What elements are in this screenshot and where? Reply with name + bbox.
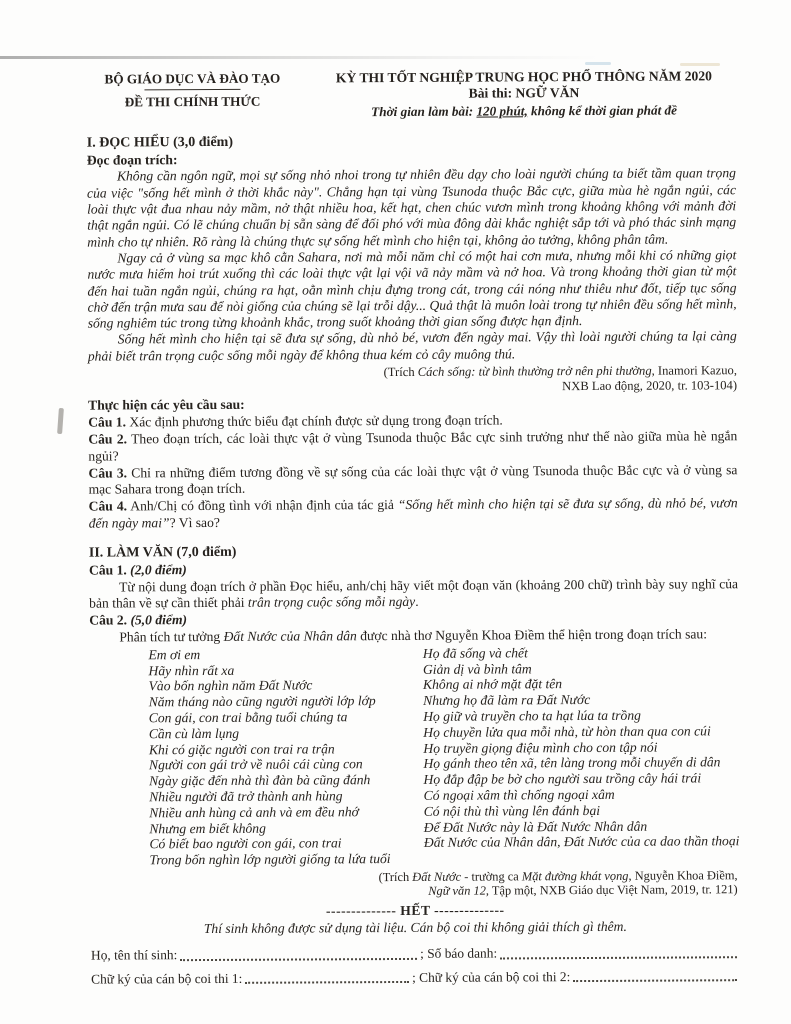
passage-label: Đọc đoạn trích: — [86, 152, 178, 168]
task-label: Thực hiện các yêu cầu sau: — [88, 396, 245, 413]
citation-epic-title: Mặt đường khát vọng — [521, 868, 629, 884]
issuer-name: BỘ GIÁO DỤC VÀ ĐÀO TẠO — [104, 70, 281, 87]
exam-duration — [313, 102, 736, 121]
poem-excerpt — [89, 644, 739, 869]
exam-header — [86, 68, 735, 121]
question-2-text: Theo đoạn trích, các loài thực vật ở vùng Tsunoda thuộc Bắc cực sinh trưởng như thế nào giữa mùa hè ngắn ngủi? — [88, 428, 738, 464]
poem-line: Họ truyền giọng điệu mình cho con tập nói — [423, 739, 658, 756]
citation-prefix: (Trích — [383, 364, 418, 380]
exam-title-block — [298, 68, 735, 120]
citation-publisher: , Tập một, NXB Giáo dục Việt Nam, 2019, tr. 121) — [485, 882, 738, 898]
citation-textbook: Ngữ văn 12 — [428, 883, 486, 899]
citation-poem-title: Đất Nước — [412, 869, 462, 884]
poem-line: Họ đắp đập be bờ cho người sau trồng cây hái trái — [423, 770, 702, 788]
question-2 — [88, 428, 737, 464]
writing-q1-points: (2,0 điểm) — [130, 562, 187, 578]
poem-line: Họ đã sống và chết — [422, 645, 528, 661]
question-4-quote: “Sống hết mình cho hiện tại sẽ đưa sự sống, dù nhỏ bé, vươn đến ngày mai” — [88, 495, 738, 531]
poem-line: Nhiều người đã trở thành anh hùng — [149, 788, 343, 805]
passage-paragraph: Sống hết mình cho hiện tại sẽ đưa sự sống, dù nhỏ bé, vươn đến ngày mai. Vậy thì loài người chúng ta lại càng phải biết trân trọng cuộc sống mỗi ngày để không thua kém cỏ cây muông thú. — [87, 328, 737, 364]
duration-value: 120 phút, — [476, 102, 528, 119]
proctor2-line — [573, 978, 737, 982]
citation-author: , Inamori Kazuo, — [651, 363, 737, 378]
proctor-signature-row — [91, 968, 740, 988]
writing-q1-text: Từ nội dung đoạn trích ở phần Đọc hiểu, anh/chị hãy viết một đoạn văn (khoảng 200 chữ) trình bày suy nghĩ của bản thân về sự cần thiết phải — [89, 575, 739, 611]
citation-mid: - trường ca — [461, 869, 522, 884]
poem-line: Để Đất Nước này là Đất Nước Nhân dân — [423, 818, 648, 835]
end-marker: -------------- HẾT -------------- — [325, 902, 505, 919]
poem-line: Trong bốn nghìn lớp người giống ta lứa tuổi — [149, 851, 391, 868]
question-3-label: Câu 3. — [88, 465, 128, 481]
question-4 — [89, 496, 738, 532]
poem-line: Nhưng họ đã làm ra Đất Nước — [423, 692, 591, 709]
candidate-number-label: ; Số báo danh: — [420, 945, 498, 962]
poem-line: Cần cù làm lụng — [148, 725, 240, 742]
end-note: Thí sinh không được sử dụng tài liệu. Cán bộ coi thi không giải thích gì thêm. — [203, 918, 627, 937]
candidate-name-line — [180, 957, 417, 961]
poem-line: Ngày giặc đến nhà thì đàn bà cũng đánh — [149, 772, 371, 789]
writing-q2-intro — [89, 626, 738, 646]
citation-book-title: Cách sống: từ bình thường trở nên phi thường — [417, 363, 652, 379]
writing-q1-label: Câu 1. — [88, 562, 131, 578]
poem-line: Có biết bao người con gái, con trai — [149, 835, 342, 852]
candidate-fields — [91, 945, 740, 988]
question-1 — [88, 411, 737, 431]
question-3-text: Chỉ ra những điểm tương đồng về sự sống của các loài thực vật ở vùng Tsunoda thuộc Bắc cực và ở vùng sa mạc Sahara trong đoạn trích. — [88, 462, 738, 497]
poem-line: Nhưng em biết không — [149, 820, 266, 836]
issuer-underline — [144, 89, 240, 91]
exam-subject: Bài thi: NGỮ VĂN — [468, 85, 580, 101]
poem-column-left — [89, 646, 424, 869]
writing-q2-label: Câu 2. — [89, 612, 131, 628]
proctor1-label: Chữ ký của cán bộ coi thi 1: — [91, 970, 243, 987]
duration-suffix: không kể thời gian phát đề — [527, 102, 678, 118]
exam-official-label: ĐỀ THI CHÍNH THỨC — [124, 94, 261, 110]
candidate-number-line — [500, 955, 737, 959]
passage-paragraph: Ngay cả ở vùng sa mạc khô cằn Sahara, nơi mà mỗi năm chỉ có một hai cơn mưa, nhưng mỗi khi có những giọt nước mưa hiếm hoi trút xuống thì các loài thực vật lại vội vã nảy mầm và nở hoa. Và trong khoảng thời gian từ một đến hai tuần ngắn ngủi, chúng ra hạt, oằn mình chịu đựng trong cát, trong cái nóng như thiêu như đốt, tiếp tục sống chờ đến trận mưa sau để nòi giống của chúng sẽ lại trỗi dậy... Quả thật là muôn loài trong tự nhiên đều sống hết mình, sống nghiêm túc trong từng khoảnh khắc, trong suốt khoảng thời gian sống được hạn định. — [87, 247, 737, 331]
poem-line: Khi có giặc người con trai ra trận — [148, 740, 335, 757]
citation-line: NXB Lao động, 2020, tr. 103-104) — [562, 378, 738, 393]
poem-line: Đất Nước của Nhân dân, Đất Nước của ca dao thần thoại — [423, 833, 740, 851]
proctor2-label: ; Chữ ký của cán bộ coi thi 2: — [412, 968, 571, 985]
citation-prefix: (Trích — [378, 869, 413, 885]
poem-line: Vào bốn nghìn năm Đất Nước — [148, 677, 313, 694]
question-4-label: Câu 4. — [88, 498, 128, 515]
poem-line: Họ chuyền lửa qua mỗi nhà, từ hòn than qua con cúi — [423, 723, 711, 740]
question-1-label: Câu 1. — [88, 414, 127, 430]
question-4-text: Anh/Chị có đồng tình với nhận định của tác giả — [126, 497, 398, 514]
poem-column-right — [423, 644, 740, 867]
writing-q2-points: (5,0 điểm) — [130, 612, 188, 628]
poem-line: Nhiều anh hùng cả anh và em đều nhớ — [149, 803, 359, 821]
writing-q2-emphasis: Đất Nước của Nhân dân — [223, 627, 357, 644]
poem-citation — [91, 868, 740, 900]
question-4-suffix: ? Vì sao? — [169, 514, 220, 530]
poem-line: Họ giữ và truyền cho ta hạt lúa ta trồng — [423, 707, 641, 724]
poem-line: Có ngoại xâm thì chống ngoại xâm — [423, 786, 615, 803]
citation-line — [91, 883, 738, 901]
proctor1-line — [245, 980, 409, 984]
poem-line: Con gái, con trai bằng tuổi chúng ta — [148, 709, 348, 726]
poem-line: Em ơi em — [148, 646, 201, 663]
writing-q1-body — [89, 576, 738, 612]
writing-q1-emphasis: trân trọng cuộc sống mỗi ngày — [247, 593, 416, 610]
writing-q2-text: Phân tích tư tưởng — [119, 628, 224, 644]
citation-author: , Nguyễn Khoa Điềm, — [628, 868, 738, 883]
exam-title: KỲ THI TỐT NGHIỆP TRUNG HỌC PHỔ THÔNG NĂM 2020 — [335, 68, 712, 86]
poem-line: Có nội thù thì vùng lên đánh bại — [423, 802, 601, 819]
writing-q1-period: . — [415, 593, 419, 609]
issuer-block — [86, 71, 298, 112]
candidate-name-label: Họ, tên thí sinh: — [90, 947, 178, 963]
passage-citation — [88, 363, 737, 396]
question-3 — [88, 462, 737, 498]
poem-line: Năm tháng nào cũng người người lớp lớp — [148, 693, 376, 710]
reading-passage — [87, 166, 737, 365]
poem-line: Hãy nhìn rất xa — [148, 662, 235, 678]
poem-line: Giản dị và bình tâm — [422, 660, 532, 677]
writing-q2-suffix: được nhà thơ Nguyễn Khoa Điềm thể hiện trong đoạn trích sau: — [356, 625, 708, 643]
poem-line: Không ai nhớ mặt đặt tên — [422, 676, 563, 693]
section-writing-title: II. LÀM VĂN (7,0 điểm) — [88, 544, 237, 561]
section-reading-title: I. ĐỌC HIỂU (3,0 điểm) — [86, 134, 234, 151]
poem-line: Người con gái trở về nuôi cái cùng con — [148, 756, 363, 773]
poem-line: Họ gánh theo tên xã, tên làng trong mỗi chuyến di dân — [423, 754, 721, 772]
passage-paragraph: Không cần ngôn ngữ, mọi sự sống nhỏ nhoi trong tự nhiên đều dạy cho loài người chúng ta biết tầm quan trọng của việc "sống hết mình ở thời khắc này". Chẳng hạn tại vùng Tsunoda thuộc Bắc cực, giữa mùa hè ngắn ngủi, các loài thực vật đua nhau nảy mầm, nở thật nhiều hoa, kết hạt, chen chúc vươn mình trong khoảng không với mảnh đời thật ngắn ngủi. Có lẽ chúng chuẩn bị sẵn sàng để đối phó với mùa đông dài khắc nghiệt sắp tới và phó thác sinh mạng mình cho tự nhiên. Rõ ràng là chúng thực sự sống hết mình cho hiện tại, không ảo tưởng, không phân tâm. — [86, 165, 737, 250]
duration-prefix: Thời gian làm bài: — [371, 103, 477, 119]
question-2-label: Câu 2. — [88, 431, 128, 447]
question-1-text: Xác định phương thức biểu đạt chính được sử dụng trong đoạn trích. — [125, 412, 503, 430]
candidate-name-row — [91, 945, 740, 965]
